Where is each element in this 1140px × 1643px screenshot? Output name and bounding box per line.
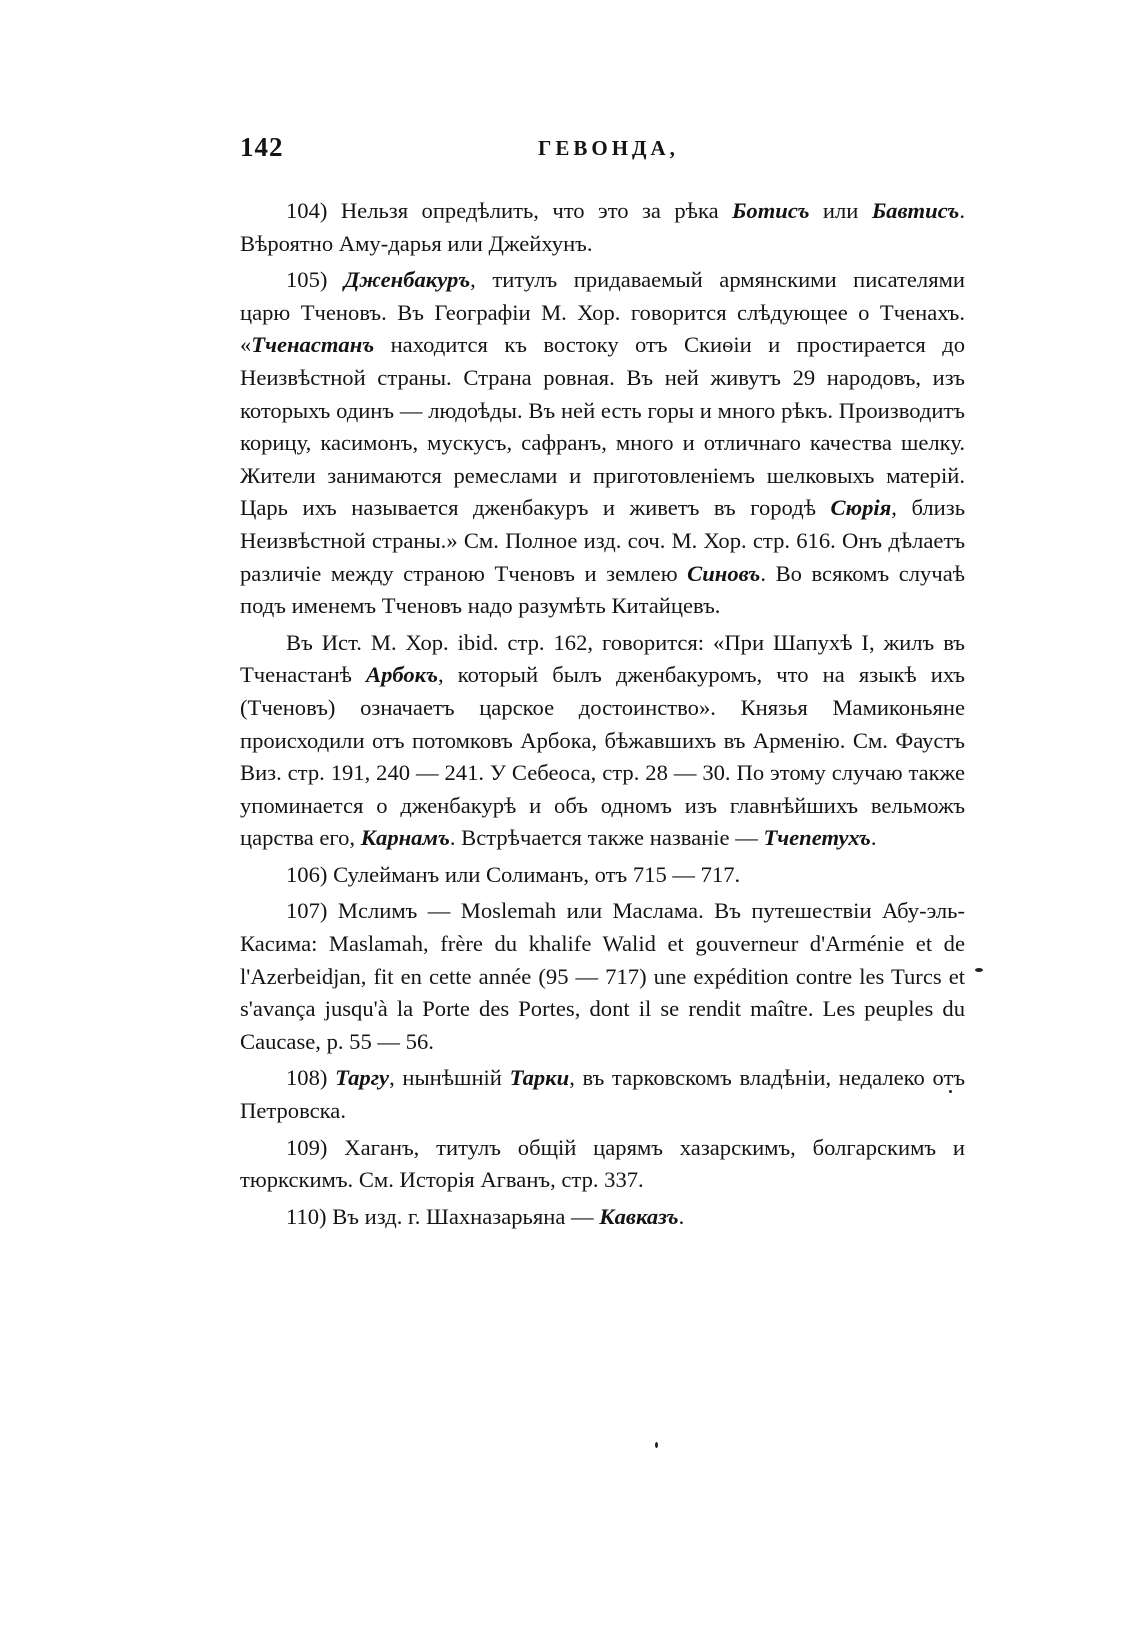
- endnote-text: [327, 1065, 335, 1090]
- endnote: [240, 859, 965, 892]
- endnote-text: Сулейманъ или Солиманъ, отъ 715 — 717.: [327, 861, 741, 887]
- emphasized-term: Бавтисъ: [871, 198, 960, 223]
- endnote-text: Въ Ист. М. Хор. ibid. стр. 162, говорится: «При Шапухѣ I, жилъ въ Тченастанѣ: [240, 629, 965, 688]
- emphasized-term: Сюрія: [830, 495, 892, 521]
- endnote-number: 106): [286, 861, 328, 887]
- emphasized-term: Таргу: [335, 1065, 390, 1091]
- endnotes: [240, 195, 965, 1237]
- print-speck: [949, 1090, 952, 1093]
- page-number: 142: [240, 132, 284, 162]
- endnote-number: 108): [286, 1065, 328, 1091]
- emphasized-term: Ботисъ: [732, 198, 810, 223]
- endnote: [240, 895, 965, 1058]
- endnote-text: . Вѣроятно Аму-дарья или Джейхунъ.: [240, 198, 965, 256]
- endnote-text: [327, 267, 344, 292]
- endnote-text: , нынѣшній: [389, 1065, 510, 1091]
- endnote: [240, 264, 965, 623]
- endnote: [240, 1201, 965, 1234]
- emphasized-term: Карнамъ: [360, 825, 450, 851]
- running-title: ГЕВОНДА,: [538, 136, 679, 160]
- emphasized-term: Арбокъ: [366, 662, 439, 688]
- endnote-text: Въ изд. г. Шахназарьяна —: [326, 1203, 600, 1229]
- endnote-text: Нельзя опредѣлить, что это за рѣка: [327, 198, 733, 223]
- endnote-number: 110): [286, 1203, 327, 1229]
- emphasized-term: Кавказъ: [599, 1203, 679, 1229]
- endnote-text: находится къ востоку отъ Скиѳіи и простирается до Неизвѣстной страны. Страна ровная. Въ ней живутъ 29 народовъ, изъ которыхъ одинъ — людоѣды. Въ ней есть горы и много рѣкъ. Производитъ корицу, касимонъ, мускусъ, сафранъ, много и отличнаго качества шелку. Жители занимаются ремеслами и приготовленіемъ шелковыхъ матерій. Царь ихъ называется дженбакуръ и живетъ въ городѣ: [240, 332, 965, 521]
- endnote-number: 105): [286, 267, 328, 293]
- endnote-number: 104): [286, 198, 328, 223]
- endnote-text: , который былъ дженбакуромъ, что на языкѣ ихъ (Тченовъ) означаетъ царское достоинство». Князья Мамиконьяне происходили отъ потомковъ Арбока, бѣжавшихъ въ Арменію. См. Фаустъ Виз. стр. 191, 240 — 241. У Себеоса, стр. 28 — 30. По этому случаю также упоминается о дженбакурѣ и объ одномъ изъ главнѣйшихъ вельможъ царства его,: [240, 662, 965, 851]
- endnote-text: , близь Неизвѣстной страны.» См. Полное изд. соч. М. Хор. стр. 616. Онъ дѣлаетъ различіе между страною Тченовъ и землею: [240, 495, 965, 586]
- emphasized-term: Дженбакуръ: [343, 267, 471, 293]
- endnote-text: , въ тарковскомъ владѣніи, недалеко отъ Петровска.: [240, 1065, 966, 1124]
- emphasized-term: Тченастанъ: [251, 332, 375, 358]
- endnote: [240, 627, 965, 855]
- endnote: [240, 1132, 965, 1197]
- endnote-text: Мслимъ — Moslemah или Маслама. Въ путешествіи Абу-эль-Касима: Maslamah, frère du khalife Walid et gouverneur d'Arménie et de l'Azerbeidjan, fit en cette année (95 — 717) une expédition contre les Turcs et s'avança jusqu'à la Porte des Portes, dont il se rendit maître. Les peuples du Caucase, p. 55 — 56.: [240, 898, 965, 1054]
- print-speck: [975, 968, 983, 972]
- endnote-text: .: [678, 1203, 685, 1229]
- endnote-text: , титулъ придаваемый армянскими писателями царю Тченовъ. Въ Географіи М. Хор. говорится слѣдующее о Тченахъ. «: [240, 267, 965, 358]
- endnote-text: Хаганъ, титулъ общій царямъ хазарскимъ, болгарскимъ и тюркскимъ. См. Исторія Агванъ, стр. 337.: [240, 1134, 965, 1193]
- emphasized-term: Тчепетухъ: [763, 825, 871, 851]
- endnote-number: 109): [286, 1134, 328, 1160]
- print-speck: [655, 1442, 658, 1448]
- endnote: [240, 1062, 965, 1127]
- endnote-number: 107): [286, 898, 328, 924]
- endnote-text: . Встрѣчается также названіе —: [449, 825, 764, 851]
- emphasized-term: Тарки: [509, 1065, 570, 1091]
- page-header: [240, 132, 975, 172]
- endnote-text: или: [809, 198, 872, 223]
- emphasized-term: Синовъ: [687, 560, 761, 586]
- endnote-text: .: [870, 825, 877, 851]
- endnote-text: . Во всякомъ случаѣ подъ именемъ Тченовъ надо разумѣть Китайцевъ.: [240, 560, 965, 619]
- endnote: [240, 195, 965, 260]
